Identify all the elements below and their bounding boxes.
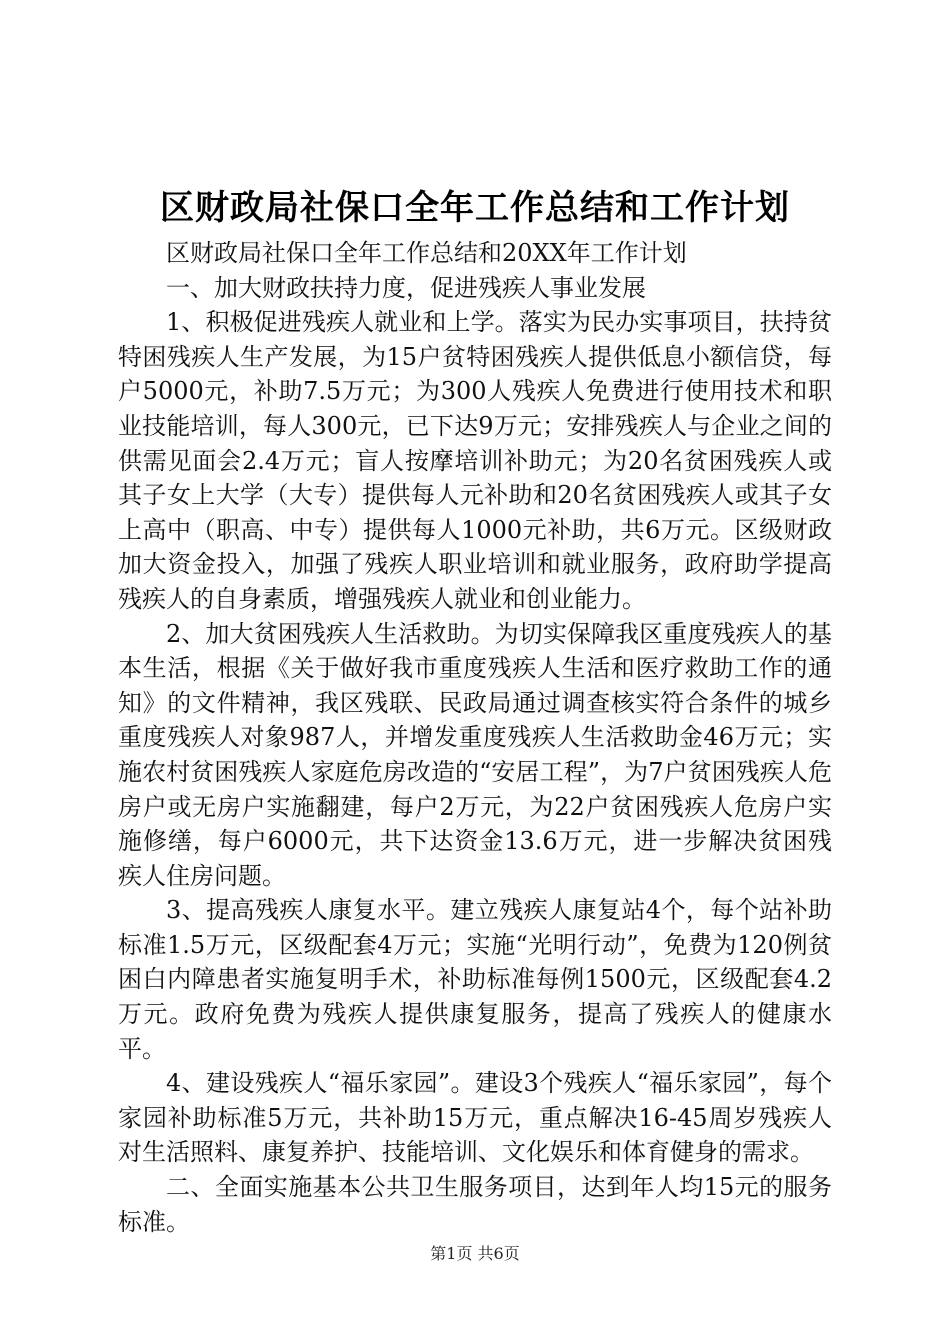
section-heading-2: 二、全面实施基本公共卫生服务项目，达到年人均15元的服务标准。: [118, 1173, 832, 1236]
document-subtitle: 区财政局社保口全年工作总结和20XX年工作计划: [166, 239, 687, 267]
document-title: 区财政局社保口全年工作总结和工作计划: [160, 188, 790, 228]
paragraph-employment-education: 1、积极促进残疾人就业和上学。落实为民办实事项目，扶持贫特困残疾人生产发展，为15户贫特困残疾人提供低息小额信贷，每户5000元，补助7.5万元；为300人残疾人免费进行使用技术和职业技能培训，每人300元，已下达9万元；安排残疾人与企业之间的供需见面会2.4万元；盲人按摩培训补助元；为20名贫困残疾人或其子女上大学（大专）提供每人元补助和20名贫困残疾人或其子女上高中（职高、中专）提供每人1000元补助，共6万元。区级财政加大资金投入，加强了残疾人职业培训和就业服务，政府助学提高残疾人的自身素质，增强残疾人就业和创业能力。: [118, 308, 832, 613]
paragraph-living-assistance: 2、加大贫困残疾人生活救助。为切实保障我区重度残疾人的基本生活，根据《关于做好我市重度残疾人生活和医疗救助工作的通知》的文件精神，我区残联、民政局通过调查核实符合条件的城乡重度残疾人对象987人，并增发重度残疾人生活救助金46万元；实施农村贫困残疾人家庭危房改造的“安居工程”，为7户贫困残疾人危房户或无房户实施翻建，每户2万元，为22户贫困残疾人危房户实施修缮，每户6000元，共下达资金13.6万元，进一步解决贫困残疾人住房问题。: [118, 619, 832, 890]
section-heading-1: 一、加大财政扶持力度，促进残疾人事业发展: [166, 273, 646, 302]
paragraph-rehabilitation: 3、提高残疾人康复水平。建立残疾人康复站4个，每个站补助标准1.5万元，区级配套4万元；实施“光明行动”，免费为120例贫困白内障患者实施复明手术，补助标准每例1500元，区级配套4.2万元。政府免费为残疾人提供康复服务，提高了残疾人的健康水平。: [118, 896, 832, 1063]
paragraph-fule-homes: 4、建设残疾人“福乐家园”。建设3个残疾人“福乐家园”，每个家园补助标准5万元，共补助15万元，重点解决16-45周岁残疾人对生活照料、康复养护、技能培训、文化娱乐和体育健身的需求。: [118, 1069, 832, 1167]
page-number-footer: 第1页 共6页: [430, 1244, 520, 1263]
document-body: [118, 236, 832, 1239]
